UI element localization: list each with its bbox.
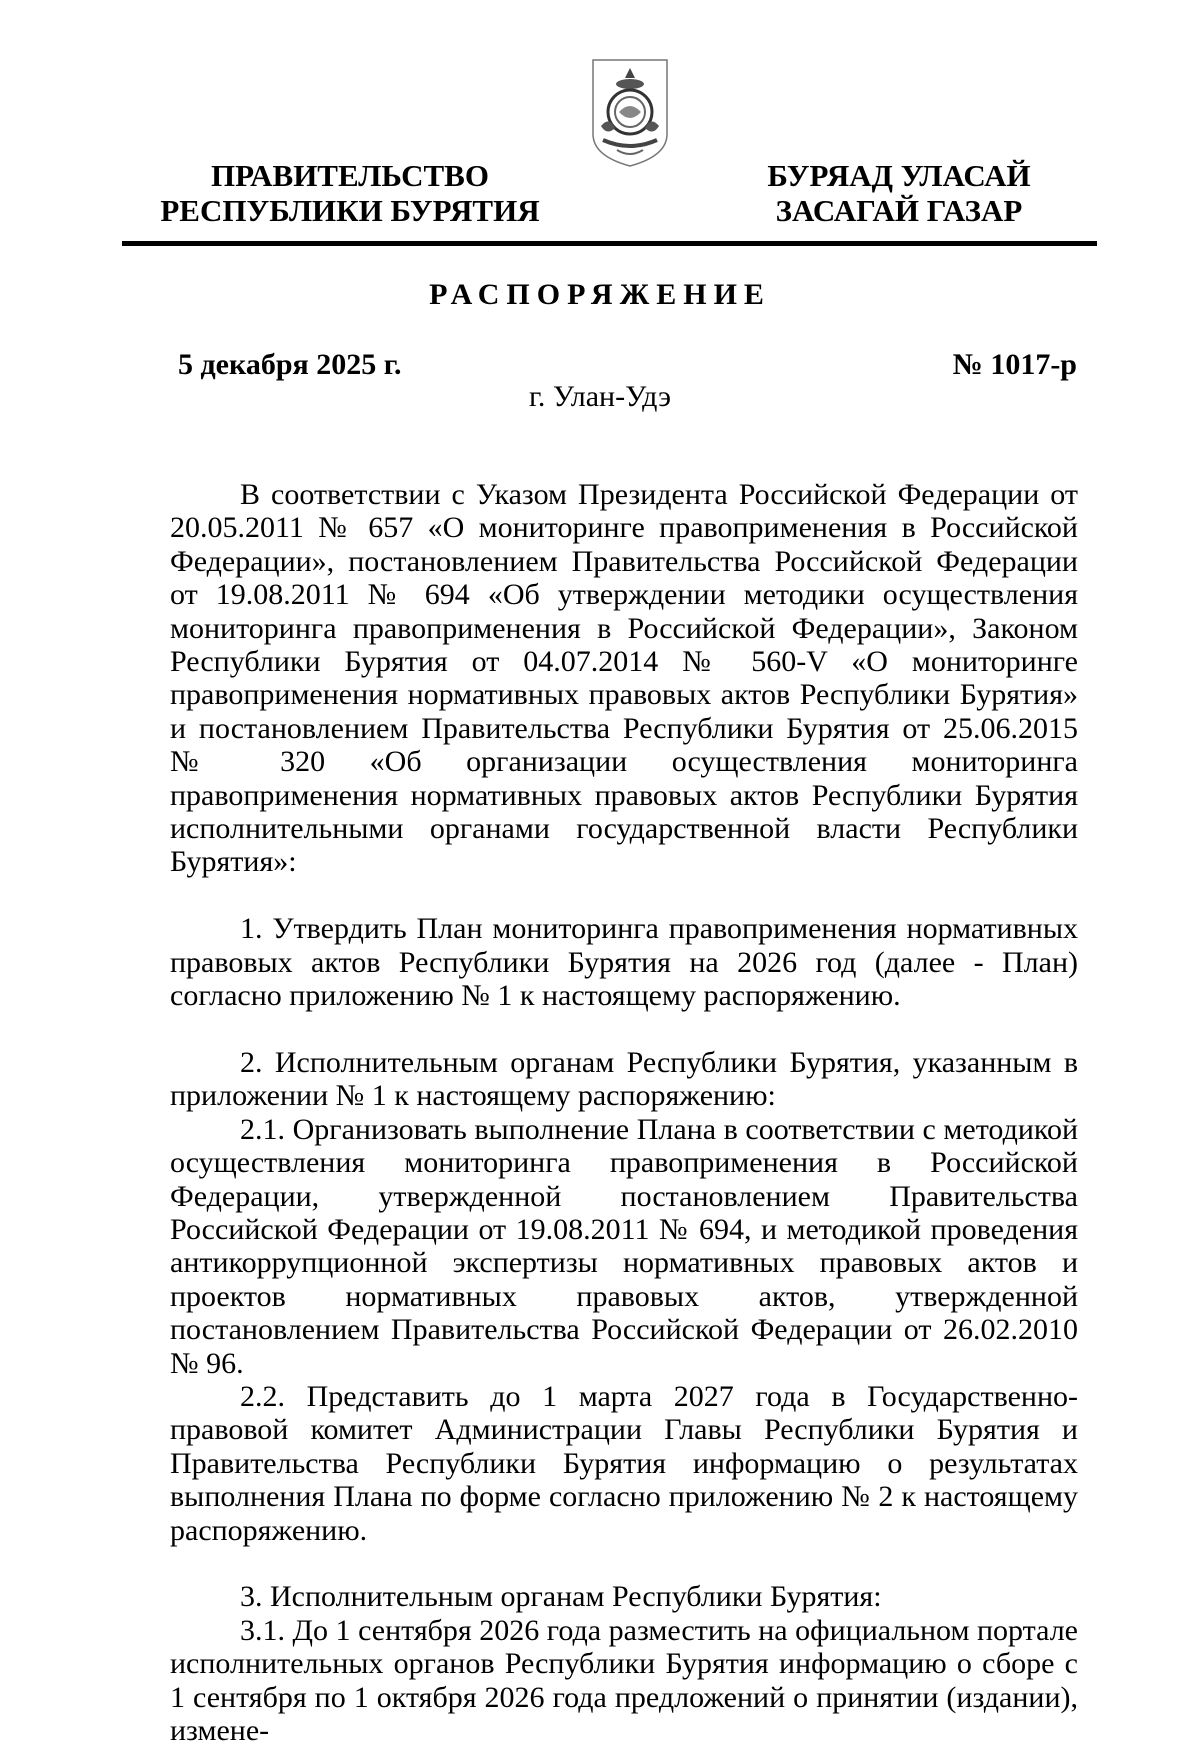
item-2-1-paragraph: 2.1. Организовать выполнение Плана в соответствии с методикой осуществления мониторинга правоприменения в Российской Федерации, утвержденной постановлением Правительства Российской Федерации от 19.08.2011 № 694, и методикой проведения антикоррупционной экспертизы нормативных правовых актов и проектов нормативных правовых актов, утвержденной постановлением Правительства Российской Федерации от 26.02.2010 № 96. xyxy=(170,1112,1078,1380)
issuer-buryat-line-1: БУРЯАД УЛАСАЙ xyxy=(767,158,1031,193)
item-3-1-paragraph: 3.1. До 1 сентября 2026 года разместить на официальном портале исполнительных органов Республики Бурятия информацию о сборе с 1 сентября по 1 октября 2026 года предложений о принятии (издании), измене- xyxy=(170,1613,1078,1747)
header-divider xyxy=(122,241,1097,246)
document-city: г. Улан-Удэ xyxy=(528,380,672,413)
coat-of-arms-icon xyxy=(587,56,673,170)
item-2-2-paragraph: 2.2. Представить до 1 марта 2027 года в Государственно-правовой комитет Администрации Главы Республики Бурятия и Правительства Республики Бурятия информацию о результатах выполнения Плана по форме согласно приложению № 2 к настоящему распоряжению. xyxy=(170,1379,1078,1547)
preamble-paragraph: В соответствии с Указом Президента Российской Федерации от 20.05.2011 № 657 «О мониторинге правоприменения в Российской Федерации», постановлением Правительства Российской Федерации от 19.08.2011 № 694 «Об утверждении методики осуществления мониторинга правоприменения в Российской Федерации», Законом Республики Бурятия от 04.07.2014 № 560-V «О мониторинге правоприменения нормативных правовых актов Республики Бурятия» и постановлением Правительства Республики Бурятия от 25.06.2015 № 320 «Об организации осуществления мониторинга правоприменения нормативных правовых актов Республики Бурятия исполнительными органами государственной власти Республики Бурятия»: xyxy=(170,478,1078,879)
document-date: 5 декабря 2025 г. xyxy=(178,348,402,381)
document-type-title: РАСПОРЯЖЕНИЕ xyxy=(429,278,771,311)
issuer-line-2: РЕСПУБЛИКИ БУРЯТИЯ xyxy=(160,193,540,228)
issuer-buryat-line-2: ЗАСАГАЙ ГАЗАР xyxy=(775,193,1023,228)
issuer-line-1: ПРАВИТЕЛЬСТВО xyxy=(211,158,489,193)
document-number: № 1017-р xyxy=(952,348,1077,381)
document-body xyxy=(170,478,1078,1747)
item-3-paragraph: 3. Исполнительным органам Республики Бурятия: xyxy=(240,1580,882,1614)
issuer-name-russian xyxy=(160,158,540,228)
item-2-paragraph: 2. Исполнительным органам Республики Бурятия, указанным в приложении № 1 к настоящему распоряжению: xyxy=(170,1045,1078,1113)
issuer-name-buryat xyxy=(740,158,1058,228)
item-1-paragraph: 1. Утвердить План мониторинга правоприменения нормативных правовых актов Республики Бурятия на 2026 год (далее - План) согласно приложению № 1 к настоящему распоряжению. xyxy=(170,912,1078,1013)
